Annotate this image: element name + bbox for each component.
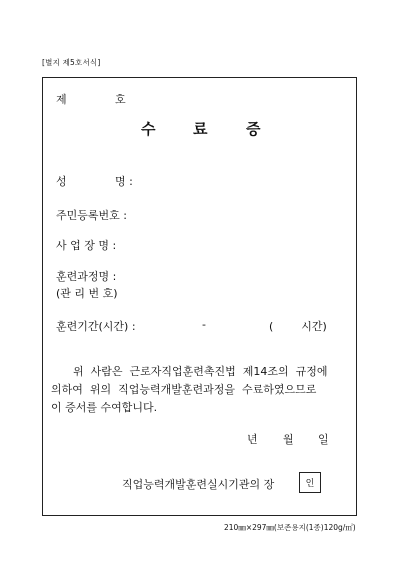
title-char-3: 증 [246, 120, 261, 138]
course-number-label: (관 리 번 호) [56, 287, 118, 300]
seal-box [299, 472, 321, 493]
paper-spec-footer: 210㎜×297㎜(보존용지(1종)120g/㎡) [224, 523, 356, 532]
cert-number-label: 제 [56, 93, 67, 106]
seal-label: 인 [305, 479, 315, 489]
title-char-1: 수 [141, 120, 156, 138]
date-month: 월 [283, 433, 294, 446]
training-period-label: 훈련기간(시간) : [56, 320, 136, 333]
body-line-1: 위 사람은 근로자직업훈련촉진법 제14조의 규정에 [73, 365, 328, 378]
company-name-label: 사 업 장 명 : [56, 239, 117, 252]
name-label-first: 성 [56, 175, 67, 188]
form-label: [별지 제5호서식] [42, 58, 101, 67]
name-label-second: 명 : [115, 175, 133, 188]
training-hours: ( 시간) [269, 320, 327, 333]
resident-number-label: 주민등록번호 : [56, 209, 127, 222]
body-line-2: 의하여 위의 직업능력개발훈련과정을 수료하였으므로 [51, 383, 317, 396]
title-char-2: 료 [193, 120, 208, 138]
date-year: 년 [247, 433, 258, 446]
body-line-3: 이 증서를 수여합니다. [51, 401, 158, 414]
cert-number-suffix: 호 [115, 93, 126, 106]
issuer-label: 직업능력개발훈련실시기관의 장 [122, 478, 275, 491]
training-period-dash: - [202, 318, 206, 331]
course-name-label: 훈련과정명 : [56, 270, 117, 283]
date-day: 일 [318, 433, 329, 446]
